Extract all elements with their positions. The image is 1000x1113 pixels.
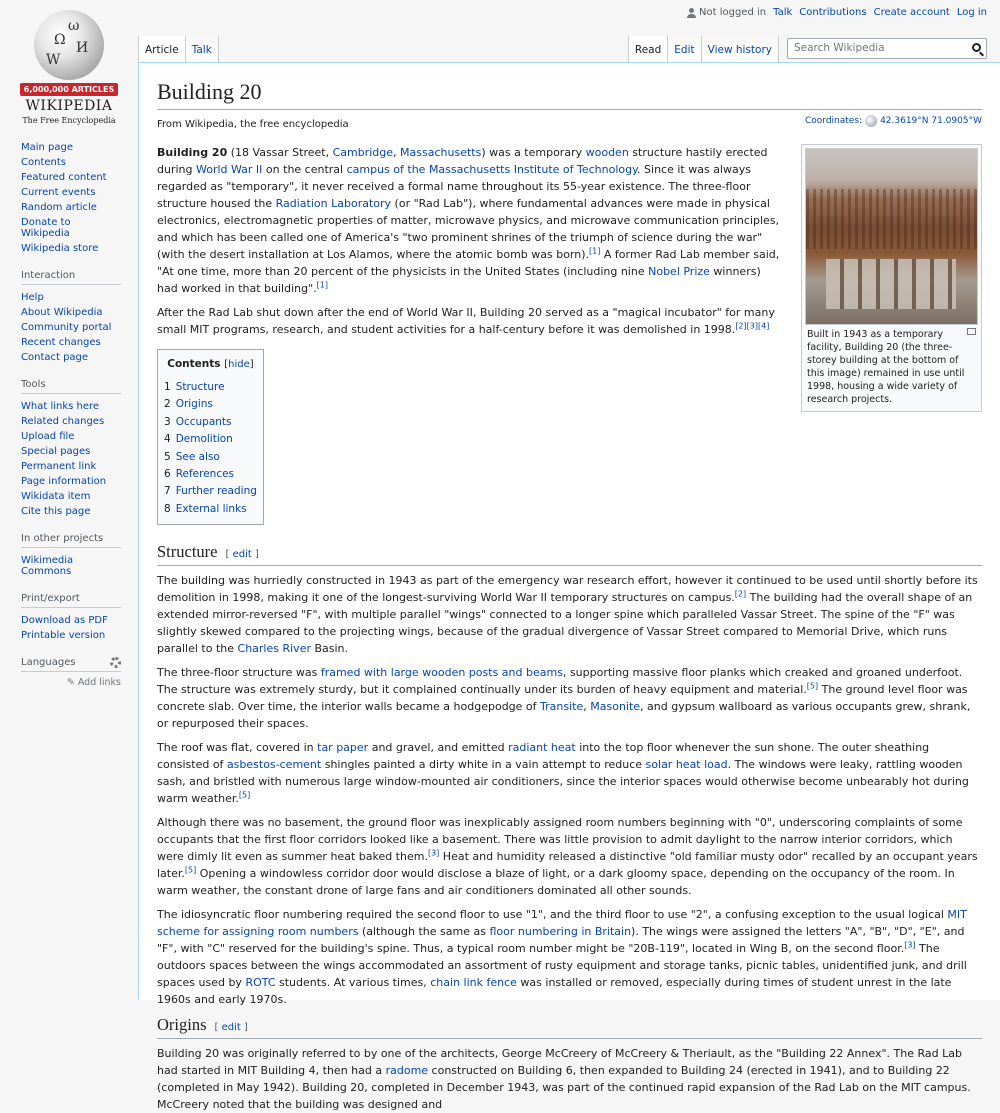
tab-view-history[interactable]: View history [701, 36, 779, 62]
sidebar-item-current-events[interactable]: Current events [21, 187, 96, 198]
site-subtitle: From Wikipedia, the free encyclopedia [157, 119, 349, 130]
link-asbestos-cement[interactable]: asbestos-cement [226, 758, 322, 772]
link-chain-link-fence[interactable]: chain link fence [430, 976, 517, 990]
link-solar-heat-load[interactable]: solar heat load [645, 758, 728, 772]
toc-item[interactable]: 2 Origins [164, 398, 213, 411]
toc-heading: Contents [167, 358, 221, 370]
structure-edit[interactable]: [ edit ] [225, 549, 259, 561]
link-rotc[interactable]: ROTC [245, 976, 276, 990]
article-body [157, 144, 982, 1113]
globe-icon[interactable] [865, 115, 877, 127]
sidebar-interaction [21, 270, 121, 365]
structure-paragraph-3: The roof was flat, covered in tar paper and gravel, and emitted radiant heat into the top floor whenever the sun shone. The outer sheathing consisted of asbestos-cement shingles painted a dirty white in a vain attempt to reduce solar heat load. The windows were leaky, rattling wooden sash, and bristled with numerous large window-mounted air conditioners, since the interior spaces would otherwise become unbearably hot during warm weather.[5] [157, 741, 969, 806]
sidebar-print-export [21, 593, 121, 643]
ref-1b[interactable]: [1] [316, 280, 328, 290]
sidebar-item-wikidata-item[interactable]: Wikidata item [21, 491, 91, 502]
not-logged-in-label: Not logged in [699, 7, 767, 18]
sidebar-item-page-information[interactable]: Page information [21, 476, 107, 487]
personal-tools [687, 7, 987, 18]
sidebar-heading-other-projects: In other projects [21, 533, 121, 548]
structure-title: Structure [157, 542, 218, 562]
sidebar-item-recent-changes[interactable]: Recent changes [21, 337, 101, 348]
user-icon [687, 8, 696, 18]
sidebar-item-help[interactable]: Help [21, 292, 44, 303]
section-heading-origins [157, 1016, 982, 1039]
sidebar-item-wikimedia-commons[interactable]: Wikimedia Commons [21, 555, 74, 577]
sidebar-heading-print: Print/export [21, 593, 121, 608]
link-charles-river[interactable]: Charles River [237, 642, 311, 656]
toc-item[interactable]: 8 External links [164, 502, 247, 515]
ref-1[interactable]: [1] [589, 246, 601, 256]
link-tar-paper[interactable]: tar paper [317, 741, 369, 755]
page-title: Building 20 [157, 77, 982, 110]
structure-paragraph-1: The building was hurriedly constructed in 1943 as part of the emergency war research effort, however it continued to be used until shortly before its demolition in 1998, making it one of the longest-surviving World War II temporary structures on campus.[2] The building had the overall shape of an extended mirror-reversed "F", with multiple parallel "wings" connected to a longer spine which paralleled Vassar Street. The spine of the "F" was slightly skewed compared to the projecting wings, because of the gradual divergence of Vassar Street compared to Memorial Drive, which runs parallel to the Charles River Basin. [157, 574, 978, 656]
sidebar-heading-tools: Tools [21, 379, 121, 394]
coordinates-label[interactable]: Coordinates: [805, 116, 863, 126]
link-massachusetts[interactable]: Massachusetts [400, 146, 482, 159]
namespace-tabs [138, 36, 219, 62]
sidebar-item-store[interactable]: Wikipedia store [21, 243, 99, 254]
wordmark: WIKIPEDIA [25, 98, 113, 114]
sidebar-heading-interaction: Interaction [21, 270, 121, 285]
create-account-link[interactable]: Create account [873, 7, 950, 18]
puzzle-globe-icon: Ω И W ω [34, 10, 104, 80]
talk-link[interactable]: Talk [773, 7, 793, 18]
link-radiation-lab[interactable]: Radiation Laboratory [275, 197, 392, 210]
structure-paragraph-4: Although there was no basement, the ground floor was inexplicably assigned room numbers beginning with "0", underscoring complaints of some occupants that the first floor corridors looked like a basement. There was little provision to admit daylight to the narrow interior corridors, which were dimly lit even as summer heat baked them.[3] Heat and humidity released a distinctive "old familiar musty odor" recalled by an occupant years later.[5] Opening a windowless corridor door would disclose a blaze of light, or a dark gloomy space, depending on the occupancy of the room. In warm weather, the constant drone of large fans and air conditioners dominated all other sounds. [157, 816, 978, 898]
search-placeholder: Search Wikipedia [794, 42, 885, 54]
sidebar-item-donate[interactable]: Donate to Wikipedia [21, 217, 71, 239]
sidebar-tools [21, 379, 121, 519]
languages-label: Languages [21, 657, 76, 668]
sidebar-item-community-portal[interactable]: Community portal [21, 322, 112, 333]
wikipedia-logo[interactable] [14, 8, 124, 124]
tab-read[interactable]: Read [628, 36, 667, 62]
origins-edit[interactable]: [ edit ] [214, 1022, 248, 1034]
add-links[interactable]: ✎ Add links [66, 677, 121, 688]
tab-talk[interactable]: Talk [185, 36, 219, 62]
toc-item[interactable]: 7 Further reading [164, 485, 257, 498]
coordinates-value[interactable]: 42.3619°N 71.0905°W [880, 116, 982, 126]
link-nobel-prize[interactable]: Nobel Prize [648, 265, 710, 278]
toc-list [164, 379, 257, 518]
lead-paragraph-1: Building 20 (18 Vassar Street, Cambridge, Massachusetts) was a temporary wooden structure hastily erected during World War II on the central campus of the Massachusetts Institute of Technology. Since it was always regarded as "temporary", it never received a formal name throughout its 55-year existence. The three-floor structure housed the Radiation Laboratory (or "Rad Lab"), where fundamental advances were made in physical electronics, electromagnetic properties of matter, microwave physics, and microwave communication principles, and which has been called one of America's "two prominent shrines of the triumph of science during the war" (with the desert installation at Los Alamos, where the atomic bomb was born).[1] A former Rad Lab member said, "At one time, more than 20 percent of the physicists in the United States (including nine Nobel Prize winners) had worked in that building".[1] [157, 146, 780, 295]
sidebar-heading-languages [21, 657, 121, 672]
contributions-link[interactable]: Contributions [799, 7, 867, 18]
sidebar-item-random-article[interactable]: Random article [21, 202, 97, 213]
sidebar [0, 140, 138, 702]
sidebar-navigation [21, 140, 121, 256]
structure-paragraph-5: The idiosyncratic floor numbering required the second floor to use "1", and the third floor to use "2", a confusing exception to the usual logical MIT scheme for assigning room numbers (although the same as floor numbering in Britain). The wings were assigned the letters "A", "B", "D", "E", and "F", with "C" reserved for the building's spine. Thus, a typical room number might be "20B-119", located in Wing B, on the second floor.[3] The outdoors spaces between the wings accommodated an assortment of rusty equipment and storage tanks, picnic tables, unidentified junk, and drill spaces used by ROTC students. At various times, chain link fence was installed or removed, especially during times of student unrest in the late 1960s and early 1970s. [157, 908, 967, 1007]
origins-paragraph-1: Building 20 was originally referred to by one of the architects, George McCreery of McCreery & Theriault, as the "Building 22 Annex". The Rad Lab had started in MIT Building 4, then had a radome constructed on Building 6, then expanded to Building 24 (erected in 1941), and to Building 22 (completed in May 1942). Building 20, completed in December 1943, was part of the continued rapid expansion of the Rad Lab on the MIT campus. McCreery noted that the building was designed and [157, 1047, 971, 1112]
view-tabs [628, 36, 987, 62]
toc-item[interactable]: 3 Occupants [164, 415, 232, 428]
image-caption [805, 325, 978, 408]
sidebar-item-permanent-link[interactable]: Permanent link [21, 461, 97, 472]
toc-item[interactable]: 4 Demolition [164, 433, 233, 446]
link-cambridge[interactable]: Cambridge [332, 146, 394, 159]
gear-icon[interactable] [110, 657, 121, 668]
not-logged-in [687, 7, 766, 18]
lead-paragraph-2: After the Rad Lab shut down after the end of World War II, Building 20 served as a "magical incubator" for many small MIT programs, research, and student activities for a half-century before it was demolished in 1998.[2][3][4] [157, 306, 775, 336]
link-transite[interactable]: Transite [540, 700, 584, 714]
sidebar-item-what-links-here[interactable]: What links here [21, 401, 100, 412]
table-of-contents [157, 349, 264, 525]
coordinates [805, 115, 982, 127]
ref-2-3-4[interactable]: [2][3][4] [735, 321, 770, 331]
link-radiant-heat[interactable]: radiant heat [508, 741, 576, 755]
search-icon[interactable] [972, 43, 981, 52]
sidebar-languages [21, 657, 121, 688]
tab-edit[interactable]: Edit [667, 36, 700, 62]
sidebar-item-contents[interactable]: Contents [21, 157, 66, 168]
toc-item[interactable]: 1 Structure [164, 381, 225, 393]
sidebar-item-main-page[interactable]: Main page [21, 142, 74, 153]
sidebar-item-upload-file[interactable]: Upload file [21, 431, 75, 442]
building-photo[interactable] [805, 148, 978, 325]
caption-text: Built in 1943 as a temporary facility, Building 20 (the three-storey building at the bottom of this image) remained in use until 1998, housing a wide variety of research projects. [807, 329, 965, 405]
link-framed[interactable]: framed with large wooden posts and beams [320, 666, 563, 680]
link-floor-numbering[interactable]: floor numbering in Britain [489, 925, 632, 939]
sidebar-item-download-pdf[interactable]: Download as PDF [21, 615, 108, 626]
sidebar-item-featured-content[interactable]: Featured content [21, 172, 107, 183]
add-links-label: Add links [77, 677, 121, 688]
content [138, 62, 1000, 1112]
link-mit-campus[interactable]: campus of the Massachusetts Institute of Technology [346, 163, 638, 176]
toc-hide-toggle[interactable]: [hide] [224, 359, 254, 370]
toc-item[interactable]: 5 See also [164, 450, 220, 463]
link-radome[interactable]: radome [385, 1064, 429, 1078]
sidebar-item-cite[interactable]: Cite this page [21, 506, 91, 517]
tab-article[interactable]: Article [138, 36, 185, 62]
link-mit-scheme[interactable]: MIT scheme for assigning room numbers [157, 908, 967, 939]
article-count-banner: 6,000,000 ARTICLES [20, 83, 118, 96]
toc-hide-link[interactable]: hide [228, 359, 250, 370]
sidebar-item-contact[interactable]: Contact page [21, 352, 89, 363]
link-masonite[interactable]: Masonite [590, 700, 641, 714]
enlarge-icon[interactable] [967, 328, 976, 335]
sidebar-item-related-changes[interactable]: Related changes [21, 416, 105, 427]
toc-item[interactable]: 6 References [164, 468, 235, 481]
log-in-link[interactable]: Log in [956, 7, 987, 18]
infobox-image [801, 144, 982, 412]
sidebar-other-projects [21, 533, 121, 579]
sidebar-item-printable-version[interactable]: Printable version [21, 630, 106, 641]
tagline: The Free Encyclopedia [22, 116, 116, 125]
toc-title [164, 356, 257, 373]
sidebar-item-about[interactable]: About Wikipedia [21, 307, 103, 318]
section-heading-structure [157, 543, 982, 566]
link-wwii[interactable]: World War II [195, 163, 263, 176]
search-input[interactable] [787, 38, 987, 59]
structure-paragraph-2: The three-floor structure was framed with large wooden posts and beams, supporting massive floor planks which creaked and groaned underfoot. The structure was extremely sturdy, but it complained continually under its burden of heavy equipment and material.[5] The ground level floor was concrete slab. Over time, the interior walls became a hodgepodge of Transite, Masonite, and gypsum wallboard as various occupants grew, shrank, or repurposed their spaces. [157, 666, 971, 731]
sidebar-item-special-pages[interactable]: Special pages [21, 446, 91, 457]
link-wooden[interactable]: wooden [585, 146, 629, 159]
origins-title: Origins [157, 1015, 207, 1035]
